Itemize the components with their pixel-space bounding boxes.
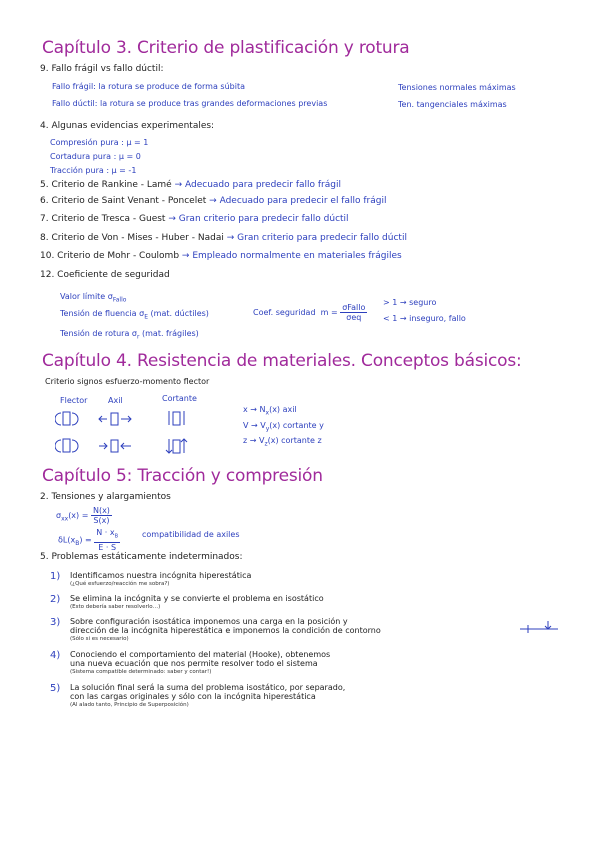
step-5: La solución final será la suma del problema isostático, por separado, con las cargas originales y sólo con la incógnita hiperestática (Al alado tanto, Principio de Superposición) (70, 683, 346, 708)
arrow-icon: → (209, 196, 217, 206)
arrow-icon: → (181, 251, 190, 261)
arrow-icon: → (226, 233, 235, 243)
chapter4-title: Capítulo 4. Resistencia de materiales. Conceptos básicos: (42, 351, 522, 371)
criterio-mohr-coulomb: 10. Criterio de Mohr - Coulomb → Empleado normalmente en materiales frágiles (40, 251, 402, 261)
step-4-number: 4) (50, 650, 61, 661)
coef-seguridad: Coef. seguridad m = $\frac{\text{σFallo}}{\text{σeq}}$ (253, 303, 366, 322)
section-5-problemas: 5. Problemas estáticamente indeterminados: (40, 552, 243, 562)
criterio-von-mises: 8. Criterio de Von - Mises - Huber - Nadai → Gran criterio para predecir fallo dúctil (40, 233, 407, 243)
boundary-sketch-icon (518, 617, 560, 637)
step-2-number: 2) (50, 594, 61, 605)
compatibilidad-axiles: compatibilidad de axiles (142, 530, 240, 539)
cortadura-pura: Cortadura pura : μ = 0 (50, 152, 141, 161)
fallo-ductil: Fallo dúctil: la rotura se produce tras grandes deformaciones previas (52, 99, 328, 108)
tensiones-tangenciales: Ten. tangenciales máximas (398, 100, 507, 109)
label-cortante: Cortante (162, 394, 197, 403)
step-4: Conociendo el comportamiento del material (Hooke), obtenemos una nueva ecuación que nos permite resolver todo el sistema (Sistema compatible determinado: saber y contar!) (70, 650, 331, 675)
sigma-fraction: $\frac{N(x)}{S(x)}$ (92, 506, 110, 525)
criterio-signos: Criterio signos esfuerzo-momento flector (45, 377, 210, 386)
seguro: > 1 → seguro (383, 298, 437, 307)
delta-l-formula: $\delta L(x_B)$ = $\frac{N \cdot x_B}{E \cdot S}$ (58, 528, 119, 552)
criterio-tresca: 7. Criterio de Tresca - Guest → Gran criterio para predecir fallo dúctil (40, 214, 349, 224)
sign-convention-diagram (55, 407, 215, 457)
step-3-number: 3) (50, 617, 61, 628)
step-1: Identificamos nuestra incógnita hiperestática (¿Qué esfuerzo/reacción me sobra?) (70, 571, 252, 587)
tensiones-normales: Tensiones normales máximas (398, 83, 516, 92)
valor-limite: Valor límite $\sigma_{Fallo}$ (60, 292, 127, 304)
section-2-tensiones: 2. Tensiones y alargamientos (40, 492, 171, 502)
delta-l-fraction: $\frac{N \cdot x_B}{E \cdot S}$ (96, 528, 119, 552)
safety-fraction: $\frac{\text{σFallo}}{\text{σeq}}$ (342, 303, 366, 322)
step-3: Sobre configuración isostática imponemos una carga en la posición y dirección de la incógnita hiperestática e imponemos la condición de contorno (Sólo si es necesario) (70, 617, 381, 642)
compresion-pura: Compresión pura : μ = 1 (50, 138, 149, 147)
sigma-formula: $\sigma_{xx}(x)$ = $\frac{N(x)}{S(x)}$ (56, 506, 110, 525)
x-axil: $x \to N_x(x)$ axil (243, 405, 297, 417)
arrow-icon: → (174, 180, 183, 190)
chapter5-title: Capítulo 5: Tracción y compresión (42, 466, 323, 486)
section-12: 12. Coeficiente de seguridad (40, 270, 170, 280)
tension-fluencia: Tensión de fluencia $\sigma_E$ (mat. dúctiles) (60, 309, 209, 321)
criterio-rankine: 5. Criterio de Rankine - Lamé → Adecuado para predecir fallo frágil (40, 180, 341, 190)
v-cortante-y: $V \to V_y(x)$ cortante y (243, 421, 324, 433)
arrow-icon: → (168, 214, 176, 224)
label-axil: Axil (108, 396, 123, 405)
label-flector: Flector (60, 396, 88, 405)
criterio-saint-venant: 6. Criterio de Saint Venant - Poncelet → Adecuado para predecir el fallo frágil (40, 196, 387, 206)
section-9: 9. Fallo frágil vs fallo dúctil: (40, 64, 164, 74)
z-cortante-z: $z \to V_z(x)$ cortante z (243, 436, 322, 448)
section-4: 4. Algunas evidencias experimentales: (40, 121, 215, 131)
fallo-fragil: Fallo frágil: la rotura se produce de forma súbita (52, 82, 245, 91)
inseguro: < 1 → inseguro, fallo (383, 314, 466, 323)
tension-rotura: Tensión de rotura $\sigma_r$ (mat. frágiles) (60, 329, 199, 341)
traccion-pura: Tracción pura : μ = -1 (50, 166, 137, 175)
chapter3-title: Capítulo 3. Criterio de plastificación y rotura (42, 38, 410, 58)
step-2: Se elimina la incógnita y se convierte el problema en isostático (Esto debería saber resolverlo…) (70, 594, 324, 610)
step-5-number: 5) (50, 683, 61, 694)
step-1-number: 1) (50, 571, 61, 582)
